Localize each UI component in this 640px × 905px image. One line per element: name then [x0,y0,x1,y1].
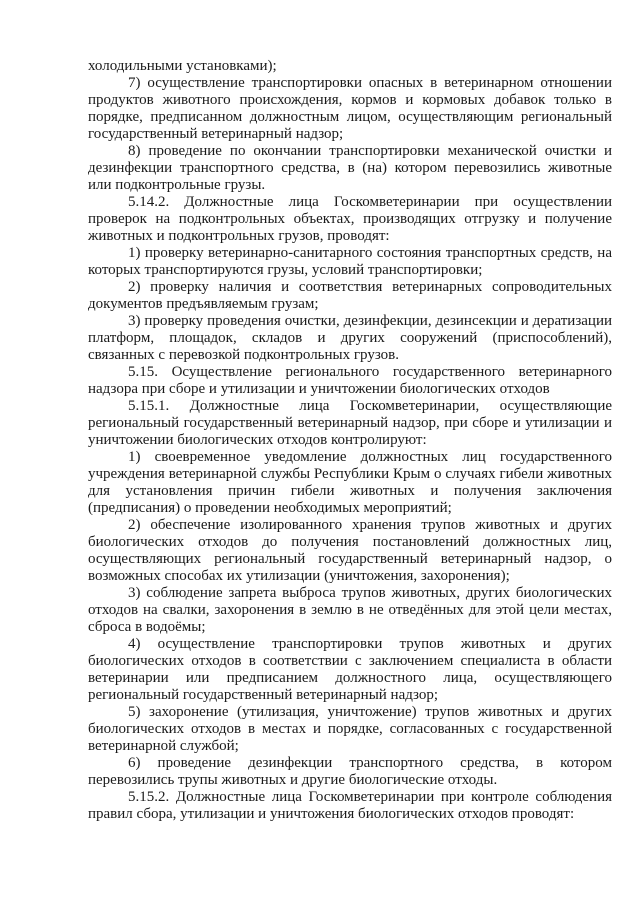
paragraph-item-8: 8) проведение по окончании транспортировки механической очистки и дезинфекции транспортного средства, в (на) котором перевозились животные или подконтрольные грузы. [88,143,612,193]
paragraph-item-2: 2) проверку наличия и соответствия ветеринарных сопроводительных документов предъявляемым грузам; [88,279,612,312]
paragraph-item-1-notification: 1) своевременное уведомление должностных лиц государственного учреждения ветеринарной службы Республики Крым о случаях гибели животных для установления причин гибели животных и получения заключения (предписания) о проведении необходимых мероприятий; [88,449,612,516]
paragraph-section-5-15-1: 5.15.1. Должностные лица Госкомветеринарии, осуществляющие региональный государственный ветеринарный надзор, при сборе и утилизации и уничтожении биологических отходов контролируют: [88,398,612,448]
paragraph-continuation: холодильными установками); [88,58,277,74]
paragraph-item-7: 7) осуществление транспортировки опасных в ветеринарном отношении продуктов животного происхождения, кормов и кормовых добавок только в порядке, предписанном должностным лицом, осуществляющим региональный государственный ветеринарный надзор; [88,75,612,142]
paragraph-section-5-14-2: 5.14.2. Должностные лица Госкомветеринарии при осуществлении проверок на подконтрольных объектах, производящих отгрузку и получение животных и подконтрольных грузов, проводят: [88,194,612,244]
paragraph-item-3: 3) проверку проведения очистки, дезинфекции, дезинсекции и дератизации платформ, площадок, складов и других сооружений (приспособлений), связанных с перевозкой подконтрольных грузов. [88,313,612,363]
paragraph-item-6-disinfection: 6) проведение дезинфекции транспортного средства, в котором перевозились трупы животных и другие биологические отходы. [88,755,612,788]
document-body [88,58,612,823]
paragraph-section-5-15-2: 5.15.2. Должностные лица Госкомветеринарии при контроле соблюдения правил сбора, утилизации и уничтожения биологических отходов проводят: [88,789,612,822]
paragraph-item-4-transport: 4) осуществление транспортировки трупов животных и других биологических отходов в соответствии с заключением специалиста в области ветеринарии или предписанием должностного лица, осуществляющего региональный государственный ветеринарный надзор; [88,636,612,703]
paragraph-section-5-15: 5.15. Осуществление регионального государственного ветеринарного надзора при сборе и утилизации и уничтожении биологических отходов [88,364,612,397]
paragraph-item-1: 1) проверку ветеринарно-санитарного состояния транспортных средств, на которых транспортируются грузы, условий транспортировки; [88,245,612,278]
paragraph-item-5-burial: 5) захоронение (утилизация, уничтожение) трупов животных и других биологических отходов в местах и порядке, согласованных с государственной ветеринарной службой; [88,704,612,754]
paragraph-item-3-prohibition: 3) соблюдение запрета выброса трупов животных, других биологических отходов на свалки, захоронения в землю в не отведённых для этой цели местах, сброса в водоёмы; [88,585,612,635]
paragraph-item-2-storage: 2) обеспечение изолированного хранения трупов животных и других биологических отходов до получения постановлений должностных лиц, осуществляющих региональный государственный ветеринарный надзор, о возможных способах их утилизации (уничтожения, захоронения); [88,517,612,584]
